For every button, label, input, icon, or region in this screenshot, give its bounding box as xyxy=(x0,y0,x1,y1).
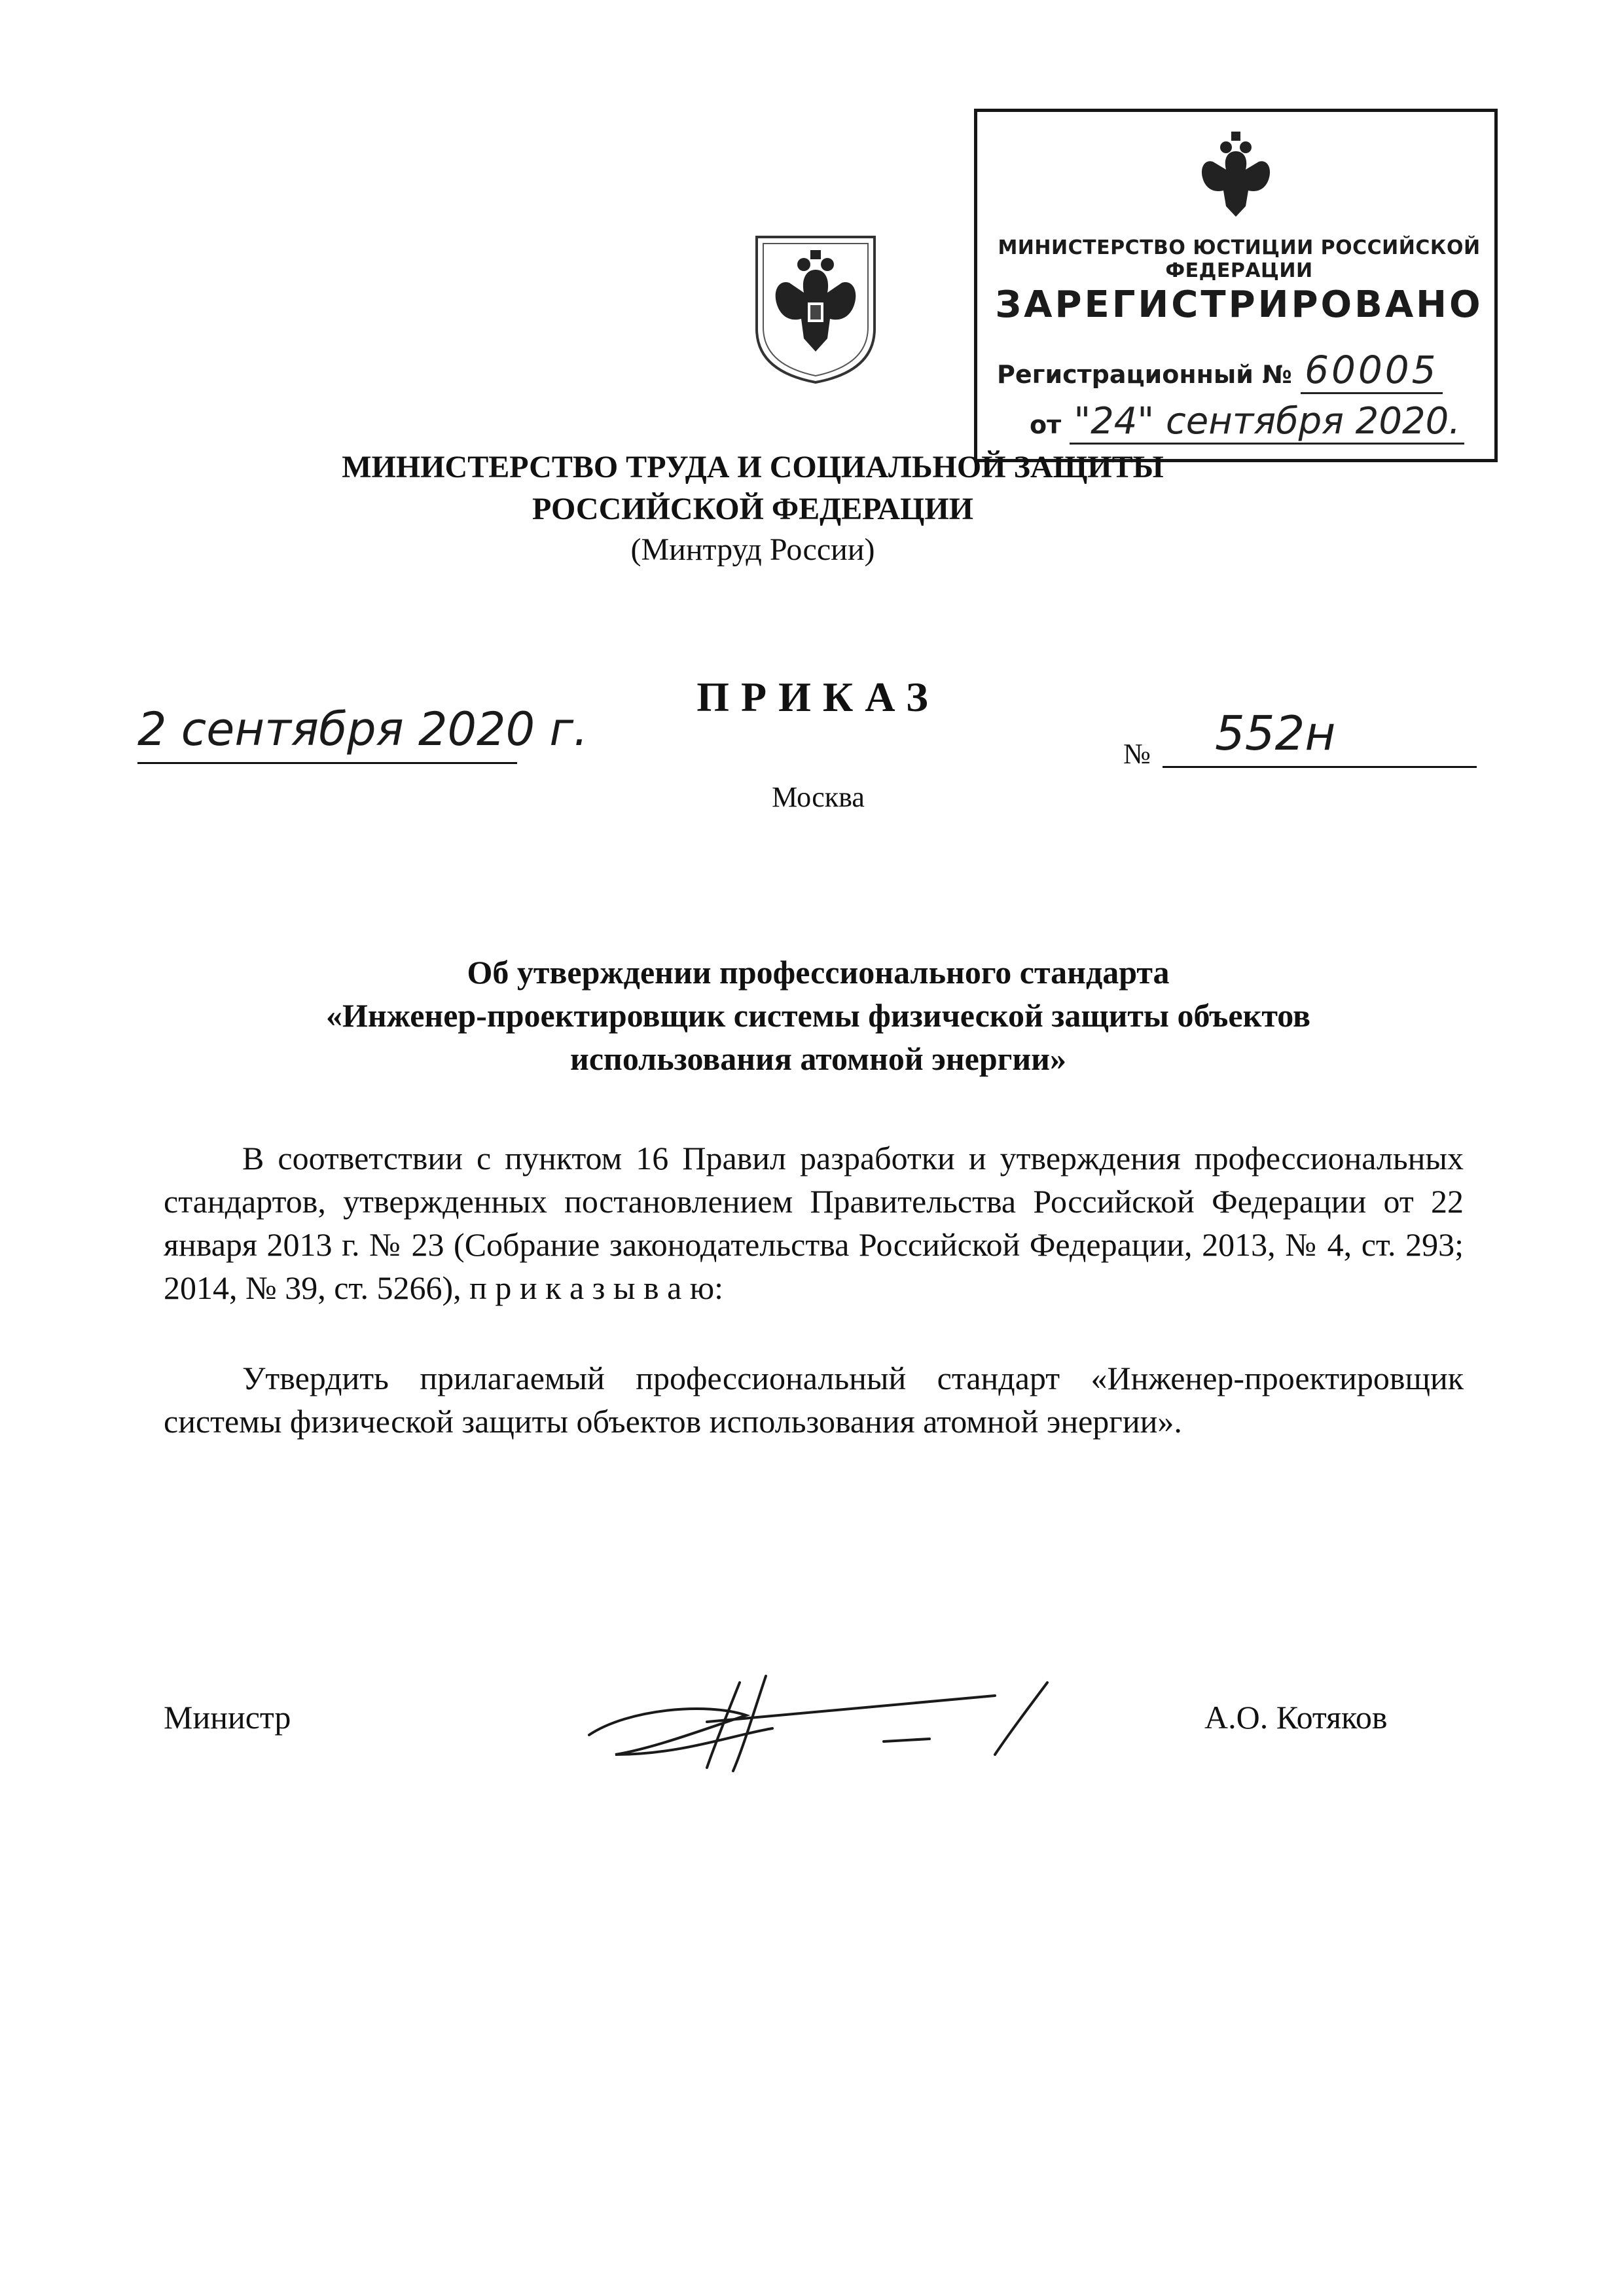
stamp-registration-line xyxy=(997,348,1481,392)
stamp-ministry: МИНИСТЕРСТВО ЮСТИЦИИ РОССИЙСКОЙ ФЕДЕРАЦИИ xyxy=(998,236,1481,282)
handwritten-signature xyxy=(576,1656,1074,1774)
ministry-title-line1: МИНИСТЕРСТВО ТРУДА И СОЦИАЛЬНОЙ ЗАЩИТЫ xyxy=(342,450,1164,484)
signer-name: А.О. Котяков xyxy=(1204,1699,1388,1736)
state-emblem-icon xyxy=(750,230,881,388)
stamp-reg-number: 60005 xyxy=(1301,348,1443,394)
stamp-reg-label: Регистрационный № xyxy=(997,360,1292,389)
subject-line3: использования атомной энергии» xyxy=(570,1040,1066,1077)
order-number: 552н xyxy=(1163,701,1477,768)
body-paragraph-2: Утвердить прилагаемый профессиональный стандарт «Инженер-проектировщик системы физической защиты объектов использования атомной энергии». xyxy=(164,1360,1464,1440)
document-subject xyxy=(164,951,1473,1080)
stamp-registered-label: ЗАРЕГИСТРИРОВАНО xyxy=(995,283,1483,326)
stamp-date: "24" сентября 2020. xyxy=(1070,400,1464,445)
order-title: ПРИКАЗ xyxy=(696,674,940,720)
subject-line2: «Инженер-проектировщик системы физической защиты объектов xyxy=(325,997,1311,1034)
body-paragraph-1: В соответствии с пунктом 16 Правил разработки и утверждения профессиональных стандартов, утвержденных постановлением Правительства Российской Федерации от 22 января 2013 г. № 23 (Собрание законодательства Российской Федерации, 2013, № 4, ст. 293; 2014, № 39, ст. 5266), п р и к а з ы в а ю: xyxy=(164,1140,1464,1306)
ministry-short-name: (Минтруд России) xyxy=(630,532,875,567)
order-date: 2 сентября 2020 г. xyxy=(137,697,517,764)
stamp-date-prefix: от xyxy=(1030,410,1062,439)
ministry-title xyxy=(196,446,1309,530)
signer-title: Министр xyxy=(164,1699,291,1736)
ministry-title-line2: РОССИЙСКОЙ ФЕДЕРАЦИИ xyxy=(532,492,974,526)
order-city: Москва xyxy=(772,781,865,813)
stamp-eagle-icon xyxy=(1193,125,1278,223)
order-number-label: № xyxy=(1123,738,1151,770)
stamp-date-line xyxy=(1030,400,1488,443)
subject-line1: Об утверждении профессионального стандарта xyxy=(467,954,1170,991)
registration-stamp xyxy=(974,109,1498,462)
